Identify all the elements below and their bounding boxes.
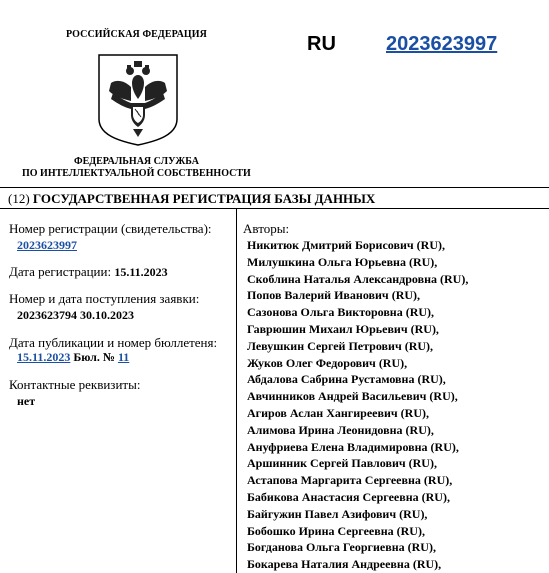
contacts-value: нет [17,394,36,408]
reg-number-link[interactable]: 2023623997 [17,238,77,252]
agency-name-line1: ФЕДЕРАЛЬНАЯ СЛУЖБА [74,156,199,167]
reg-date-label: Дата регистрации: [9,264,112,279]
document-number-link[interactable]: 2023623997 [386,33,498,55]
author-item: Сазонова Ольга Викторовна (RU), [247,305,435,320]
reg-number-label: Номер регистрации (свидетельства): [9,221,212,236]
authors-label: Авторы: [243,221,290,236]
author-item: Агиров Аслан Хангиреевич (RU), [247,405,429,420]
author-item: Богданова Ольга Георгиевна (RU), [247,540,436,555]
publication-row [17,350,129,365]
author-item: Никитюк Дмитрий Борисович (RU), [247,238,445,252]
author-item: Аршинник Сергей Павлович (RU), [247,456,437,471]
coat-of-arms-emblem [97,53,179,147]
author-item: Алимова Ирина Леонидовна (RU), [247,422,434,437]
publication-date-link[interactable]: 15.11.2023 [17,350,71,364]
author-item: Бобошко Ирина Сергеевна (RU), [247,523,425,538]
title-text: ГОСУДАРСТВЕННАЯ РЕГИСТРАЦИЯ БАЗЫ ДАННЫХ [32,191,376,206]
author-item: Левушкин Сергей Петрович (RU), [247,338,434,353]
author-item: Скоблина Наталья Александровна (RU), [247,271,469,286]
author-item: Бабикова Анастасия Сергеевна (RU), [247,489,450,504]
divider [0,187,549,188]
author-item: Милушкина Ольга Юрьевна (RU), [247,254,438,269]
bulletin-number-link[interactable]: 11 [117,350,130,364]
application-label: Номер и дата поступления заявки: [9,291,200,306]
column-divider [236,208,237,573]
divider [0,208,549,209]
agency-name-line2: ПО ИНТЕЛЛЕКТУАЛЬНОЙ СОБСТВЕННОСТИ [22,168,251,179]
reg-date-value: 15.11.2023 [114,265,168,279]
author-item: Бокарева Наталия Андреевна (RU), [247,557,442,572]
author-item: Гаврюшин Михаил Юрьевич (RU), [247,321,439,336]
application-value: 2023623794 30.10.2023 [17,308,134,322]
author-item: Астапова Маргарита Сергеевна (RU), [247,473,453,488]
bulletin-text: Бюл. № [73,350,115,364]
authors-list [247,237,468,573]
author-item: Попов Валерий Иванович (RU), [247,288,421,303]
author-item: Байгужин Павел Азифович (RU), [247,506,428,521]
country-code: RU [307,33,336,55]
reg-date-row [9,264,168,280]
author-item: Ануфриева Елена Владимировна (RU), [247,439,459,454]
publication-label: Дата публикации и номер бюллетеня: [9,335,218,350]
author-item: Авчинников Андрей Васильевич (RU), [247,389,458,404]
contacts-label: Контактные реквизиты: [9,377,141,392]
author-item: Жуков Олег Федорович (RU), [247,355,408,370]
title-code: (12) [8,191,30,206]
author-item: Абдалова Сабрина Рустамовна (RU), [247,372,446,387]
country-name: РОССИЙСКАЯ ФЕДЕРАЦИЯ [66,29,208,40]
document-title [8,191,375,207]
